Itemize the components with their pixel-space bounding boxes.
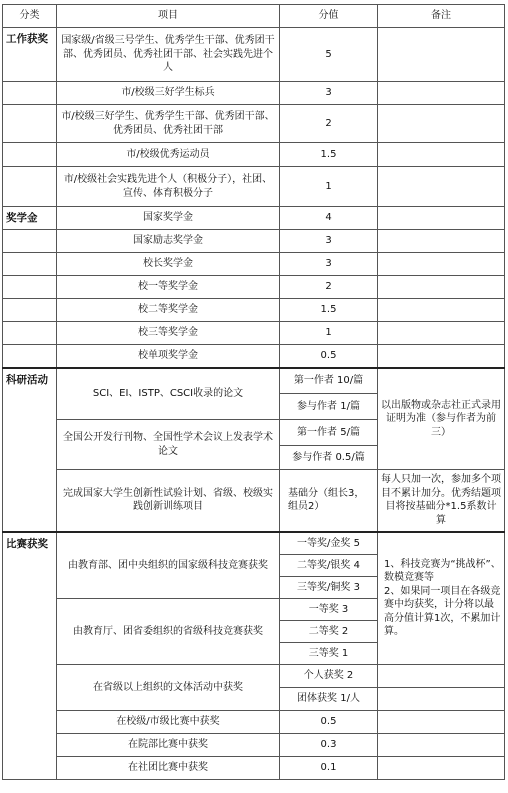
remarks-cell (378, 322, 505, 345)
category-research: 科研活动 (3, 368, 57, 532)
item-cell: 由教育部、团中央组织的国家级科技竞赛获奖 (57, 532, 280, 599)
item-cell: 校一等奖学金 (57, 276, 280, 299)
category-cell (3, 230, 57, 253)
item-cell: 在校级/市级比赛中获奖 (57, 711, 280, 734)
table-row (3, 230, 505, 253)
table-row (3, 253, 505, 276)
remarks-cell (378, 207, 505, 230)
table-row (3, 299, 505, 322)
remarks-cell (378, 276, 505, 299)
score-cell: 0.5 (280, 711, 378, 734)
score-cell: 1 (280, 167, 378, 207)
remarks-cell (378, 345, 505, 368)
score-cell: 一等奖/金奖 5 (280, 532, 378, 555)
score-cell: 二等奖/银奖 4 (280, 555, 378, 577)
remarks-cell (378, 688, 505, 711)
score-cell: 一等奖 3 (280, 599, 378, 621)
table-row (3, 322, 505, 345)
category-cell (3, 143, 57, 167)
remarks-cell (378, 143, 505, 167)
item-cell: SCI、EI、ISTP、CSCI收录的论文 (57, 368, 280, 420)
score-cell: 基础分（组长3，组员2） (280, 470, 378, 532)
category-competition: 比赛获奖 (3, 532, 57, 780)
category-cell (3, 322, 57, 345)
score-cell: 个人获奖 2 (280, 665, 378, 688)
score-cell: 三等奖/铜奖 3 (280, 577, 378, 599)
table-row (3, 82, 505, 105)
remarks-cell (378, 82, 505, 105)
remarks-cell (378, 253, 505, 276)
score-cell: 3 (280, 82, 378, 105)
score-cell: 1 (280, 322, 378, 345)
item-cell: 完成国家大学生创新性试验计划、省级、校级实践创新训练项目 (57, 470, 280, 532)
category-cell (3, 253, 57, 276)
score-cell: 第一作者 5/篇 (280, 420, 378, 446)
table-row (3, 734, 505, 757)
score-cell: 二等奖 2 (280, 621, 378, 643)
score-cell: 3 (280, 230, 378, 253)
score-cell: 2 (280, 276, 378, 299)
item-cell: 校单项奖学金 (57, 345, 280, 368)
header-category: 分类 (3, 5, 57, 28)
table-row (3, 665, 505, 688)
category-work: 工作获奖 (3, 28, 57, 82)
item-cell: 在省级以上组织的文体活动中获奖 (57, 665, 280, 711)
item-cell: 校长奖学金 (57, 253, 280, 276)
item-cell: 由教育厅、团省委组织的省级科技竞赛获奖 (57, 599, 280, 665)
remarks-cell (378, 299, 505, 322)
score-cell: 0.3 (280, 734, 378, 757)
category-cell (3, 276, 57, 299)
remarks-cell (378, 167, 505, 207)
item-cell: 市/校级优秀运动员 (57, 143, 280, 167)
table-row (3, 711, 505, 734)
table-row (3, 470, 505, 532)
item-cell: 校三等奖学金 (57, 322, 280, 345)
table-row (3, 167, 505, 207)
category-cell (3, 299, 57, 322)
category-cell (3, 167, 57, 207)
score-cell: 三等奖 1 (280, 643, 378, 665)
score-cell: 参与作者 0.5/篇 (280, 446, 378, 470)
remarks-cell (378, 734, 505, 757)
table-row (3, 532, 505, 555)
header-remarks: 备注 (378, 5, 505, 28)
remarks-cell: 每人只加一次，参加多个项目不累计加分。优秀结题项目将按基础分*1.5系数计算 (378, 470, 505, 532)
table-row (3, 105, 505, 143)
score-cell: 0.5 (280, 345, 378, 368)
header-score: 分值 (280, 5, 378, 28)
score-cell: 4 (280, 207, 378, 230)
score-cell: 第一作者 10/篇 (280, 368, 378, 394)
table-row (3, 143, 505, 167)
remarks-cell (378, 665, 505, 688)
remarks-cell (378, 28, 505, 82)
table-row (3, 757, 505, 780)
item-cell: 在社团比赛中获奖 (57, 757, 280, 780)
category-cell (3, 345, 57, 368)
header-row (3, 5, 505, 28)
score-table (2, 4, 505, 780)
score-cell: 0.1 (280, 757, 378, 780)
score-cell: 1.5 (280, 143, 378, 167)
item-cell: 市/校级三好学生、优秀学生干部、优秀团干部、优秀团员、优秀社团干部 (57, 105, 280, 143)
score-cell: 2 (280, 105, 378, 143)
item-cell: 全国公开发行刊物、全国性学术会议上发表学术论文 (57, 420, 280, 470)
remarks-cell: 以出版物或杂志社正式录用证明为准（参与作者为前三） (378, 368, 505, 470)
remarks-cell (378, 711, 505, 734)
remarks-cell: 1、科技竞赛为“挑战杯”、数模竞赛等 2、如果同一项目在各级竞赛中均获奖，计分将以最高分值计算1次，不累加计算。 (378, 532, 505, 665)
remarks-cell (378, 230, 505, 253)
table-row (3, 368, 505, 394)
score-cell: 团体获奖 1/人 (280, 688, 378, 711)
category-cell (3, 82, 57, 105)
item-cell: 国家奖学金 (57, 207, 280, 230)
item-cell: 市/校级社会实践先进个人（积极分子），社团、宣传、体育积极分子 (57, 167, 280, 207)
category-scholarship: 奖学金 (3, 207, 57, 230)
table-row (3, 28, 505, 82)
header-item: 项目 (57, 5, 280, 28)
category-cell (3, 105, 57, 143)
item-cell: 校二等奖学金 (57, 299, 280, 322)
table-row (3, 276, 505, 299)
item-cell: 国家励志奖学金 (57, 230, 280, 253)
item-cell: 国家级/省级三号学生、优秀学生干部、优秀团干部、优秀团员、优秀社团干部、社会实践先进个人 (57, 28, 280, 82)
score-cell: 参与作者 1/篇 (280, 394, 378, 420)
remarks-cell (378, 757, 505, 780)
score-cell: 5 (280, 28, 378, 82)
table-row (3, 207, 505, 230)
score-cell: 1.5 (280, 299, 378, 322)
score-cell: 3 (280, 253, 378, 276)
item-cell: 市/校级三好学生标兵 (57, 82, 280, 105)
item-cell: 在院部比赛中获奖 (57, 734, 280, 757)
remarks-cell (378, 105, 505, 143)
table-row (3, 345, 505, 368)
